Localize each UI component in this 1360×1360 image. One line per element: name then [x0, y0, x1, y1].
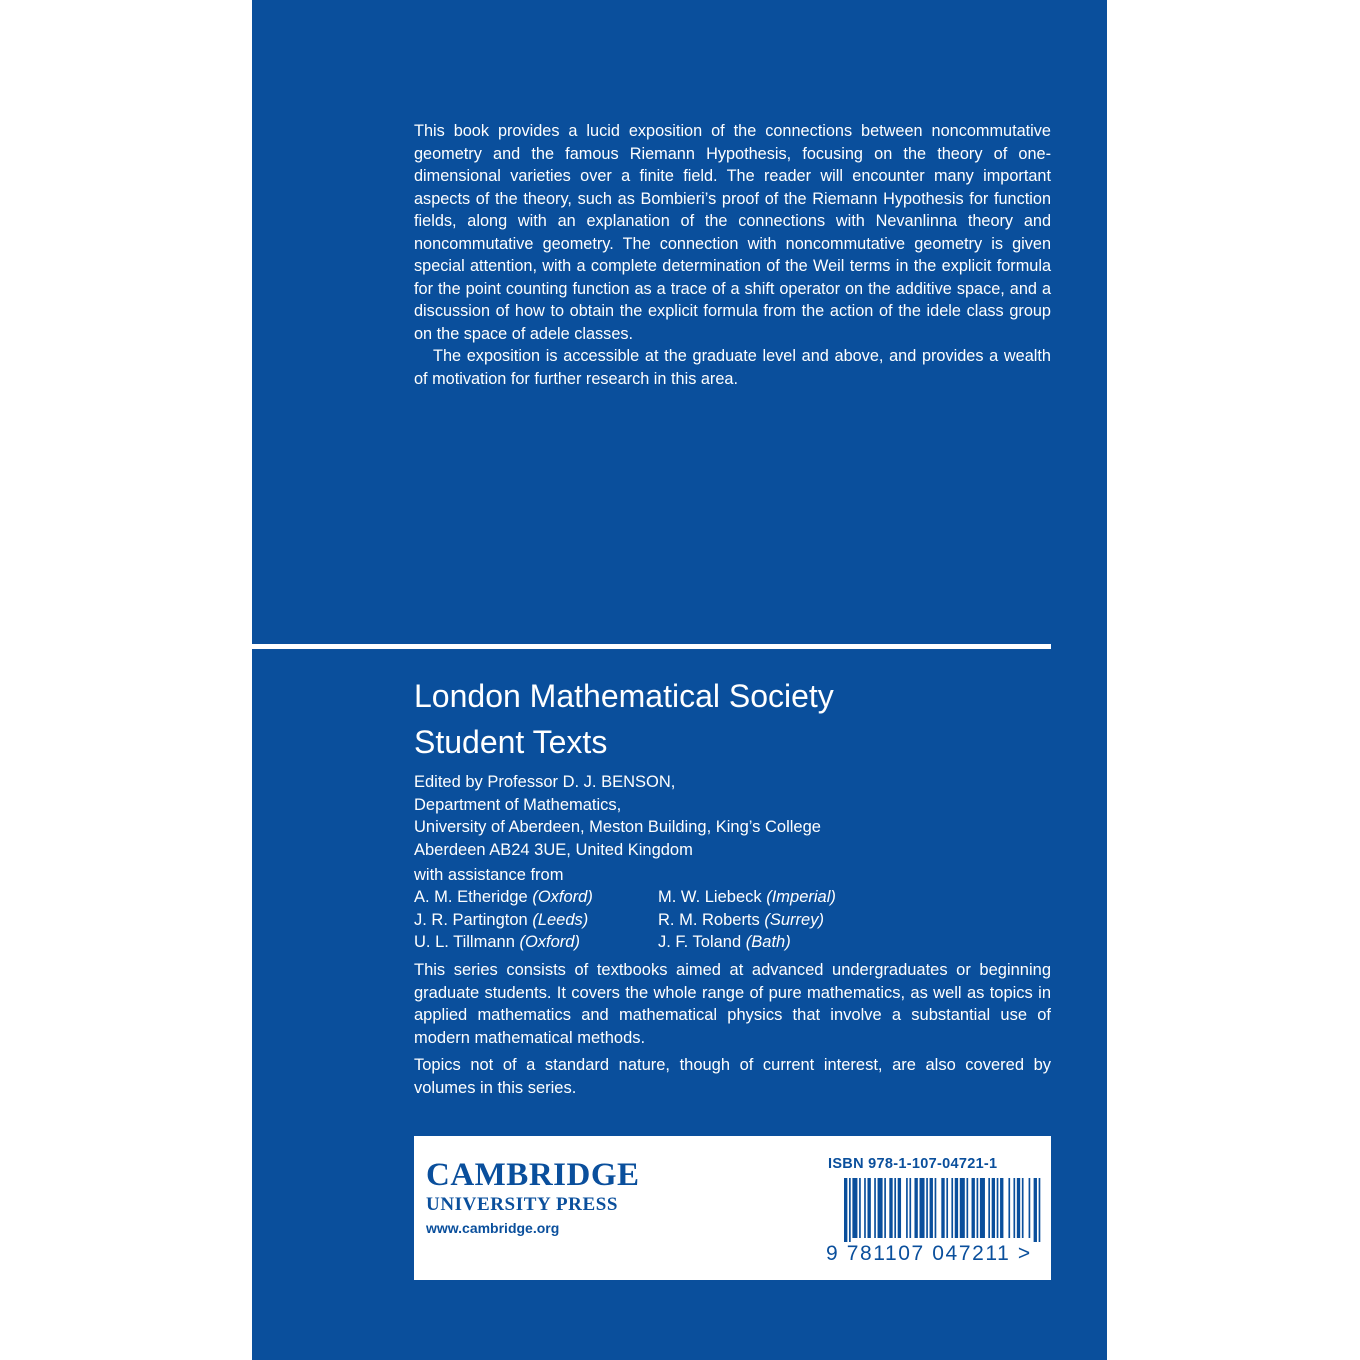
back-cover	[252, 0, 1107, 1360]
assistant-row	[414, 909, 1051, 932]
assistant-affiliation: (Oxford)	[532, 888, 593, 906]
assistant-affiliation: (Leeds)	[532, 910, 589, 929]
assistant-row	[414, 886, 1051, 909]
assistance-heading: with assistance from	[414, 866, 564, 884]
book-blurb	[414, 120, 1051, 390]
publisher-website: www.cambridge.org	[426, 1220, 560, 1236]
barcode-icon	[844, 1178, 1042, 1242]
series-title	[414, 673, 1051, 765]
editor-address	[414, 771, 1051, 861]
blurb-paragraph-2: The exposition is accessible at the graduate level and above, and provides a wealth of motivation for further research in this area.	[414, 347, 1051, 388]
isbn-label: ISBN 978-1-107-04721-1	[828, 1156, 998, 1172]
editor-line: University of Aberdeen, Meston Building, King’s College	[414, 818, 821, 836]
assistant-name: J. F. Toland	[658, 933, 742, 951]
assistant-entry	[414, 909, 588, 932]
editor-line: Department of Mathematics,	[414, 795, 622, 814]
assistant-list	[414, 886, 1051, 954]
assistant-name: U. L. Tillmann	[414, 933, 515, 951]
publisher-logo-name: CAMBRIDGE	[426, 1157, 640, 1193]
publisher-logo-subtitle: UNIVERSITY PRESS	[426, 1194, 619, 1215]
assistant-entry	[658, 931, 791, 954]
assistant-affiliation: (Oxford)	[519, 933, 580, 951]
divider-rule	[252, 644, 1051, 649]
assistant-entry	[414, 886, 593, 909]
assistant-entry	[658, 909, 824, 932]
assistant-name: M. W. Liebeck	[658, 888, 762, 906]
assistant-affiliation: (Imperial)	[766, 888, 836, 906]
publisher-panel	[414, 1136, 1051, 1280]
assistant-name: R. M. Roberts	[658, 910, 760, 929]
assistant-name: A. M. Etheridge	[414, 888, 528, 906]
barcode-digits: 9 781107 047211 >	[826, 1242, 1032, 1265]
blurb-paragraph-1: This book provides a lucid exposition of the connections between noncommutative geometry and the famous Riemann Hypothesis, focusing on the theory of one-dimensional varieties over a finite field. The reader will encounter many important aspects of the theory, such as Bombieri’s proof of the Riemann Hypothesis for function fields, along with an explanation of the connections with Nevanlinna theory and noncommutative geometry. The connection with noncommutative geometry is given special attention, with a complete determination of the Weil terms in the explicit formula for the point counting function as a trace of a shift operator on the additive space, and a discussion of how to obtain the explicit formula from the action of the idele class group on the space of adele classes.	[414, 122, 1051, 343]
assistant-entry	[658, 886, 836, 909]
editor-line: Edited by Professor D. J. BENSON,	[414, 773, 676, 791]
series-title-line-1: London Mathematical Society	[414, 678, 834, 714]
series-description-2: Topics not of a standard nature, though of current interest, are also covered by volumes in this series.	[414, 1056, 1051, 1097]
series-description-1: This series consists of textbooks aimed at advanced undergraduates or beginning graduate students. It covers the whole range of pure mathematics, as well as topics in applied mathematics and mathematical physics that involve a substantial use of modern mathematical methods.	[414, 961, 1051, 1047]
series-description	[414, 959, 1051, 1104]
assistant-affiliation: (Bath)	[745, 933, 791, 951]
assistant-affiliation: (Surrey)	[764, 910, 824, 929]
assistant-entry	[414, 931, 580, 954]
editor-line: Aberdeen AB24 3UE, United Kingdom	[414, 840, 693, 859]
assistant-name: J. R. Partington	[414, 910, 528, 929]
series-title-line-2: Student Texts	[414, 724, 608, 760]
assistant-row	[414, 931, 1051, 954]
